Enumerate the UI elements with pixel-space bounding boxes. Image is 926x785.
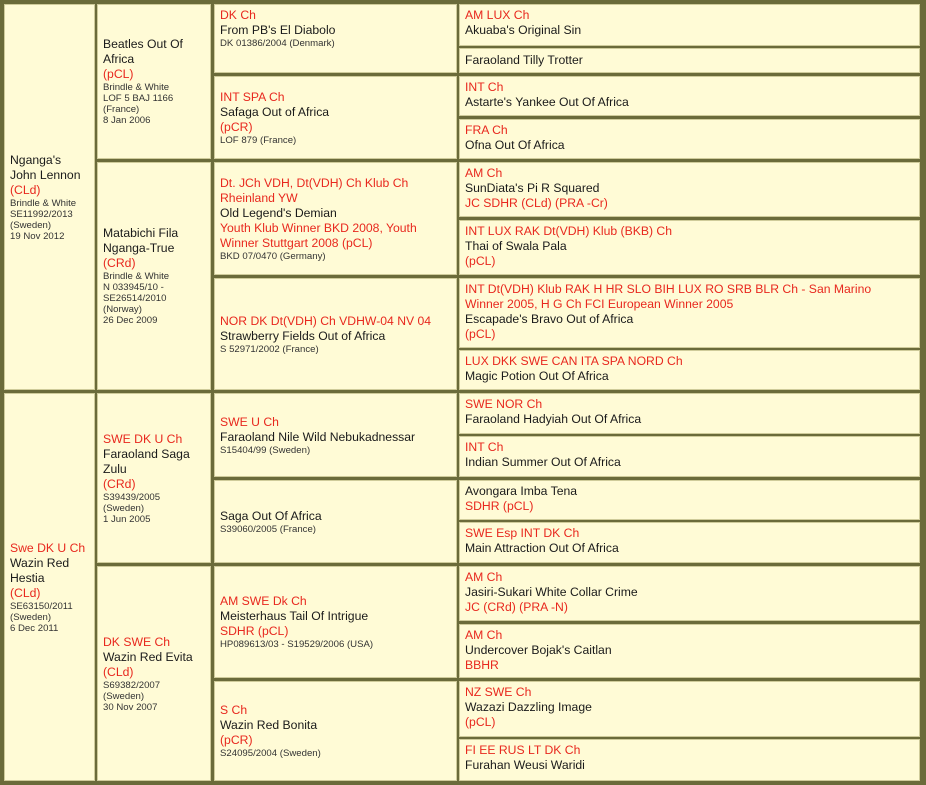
gen2-dob: 26 Dec 2009 [103,315,158,326]
gen4-title: INT Ch [465,80,504,94]
gen4-cell [459,739,920,781]
gen4-name[interactable]: SunDiata's Pi R Squared [465,181,600,195]
gen3-reg: LOF 879 (France) [220,134,297,146]
dam-dob: 6 Dec 2011 [10,622,59,634]
gen3-name[interactable]: Old Legend's Demian [220,205,337,220]
gen2-cell [97,4,211,159]
gen3-cell [214,4,457,73]
gen3-title: S Ch [220,703,248,717]
gen3-cell [214,162,457,275]
gen4-name[interactable]: Akuaba's Original Sin [465,23,582,37]
gen2-dob: 8 Jan 2006 [103,115,151,126]
gen2-name[interactable]: Faraoland Saga Zulu [103,446,190,476]
gen2-country: (Sweden) [103,690,145,702]
gen4-suffix: SDHR (pCL) [465,499,534,513]
gen4-cell [459,119,920,159]
gen4-cell [459,350,920,390]
gen3-cell [214,566,457,678]
gen3-name[interactable]: Safaga Out of Africa [220,104,330,119]
gen3-suffix: Youth Klub Winner BKD 2008, Youth Winner Stuttgart 2008 (pCL) [220,220,417,250]
gen2-reg: S39439/2005 [103,491,161,503]
gen2-country: (Sweden) [103,502,145,514]
gen4-title: AM Ch [465,166,503,180]
gen4-title: INT Ch [465,440,504,454]
sire-cell [4,4,95,390]
gen2-cell [97,162,211,390]
gen4-cell [459,393,920,434]
gen2-title: SWE DK U Ch [103,431,183,446]
gen2-suffix: (CRd) [103,256,136,270]
gen3-name[interactable]: Strawberry Fields Out of Africa [220,328,386,343]
sire-color: Brindle & White [10,197,77,209]
gen3-cell [214,480,457,563]
gen4-suffix: BBHR [465,658,499,672]
gen4-title: SWE Esp INT DK Ch [465,526,580,540]
gen4-cell [459,220,920,275]
gen2-suffix: (pCL) [103,67,134,81]
gen4-name[interactable]: Thai of Swala Pala [465,239,567,253]
gen3-name[interactable]: Faraoland Nile Wild Nebukadnessar [220,429,416,444]
gen4-title: LUX DKK SWE CAN ITA SPA NORD Ch [465,354,683,368]
gen3-suffix: (pCR) [220,733,253,747]
gen4-name[interactable]: Wazazi Dazzling Image [465,700,592,714]
gen4-name[interactable]: Jasiri-Sukari White Collar Crime [465,585,638,599]
gen3-name[interactable]: From PB's El Diabolo [220,23,336,37]
dam-name[interactable]: Wazin Red Hestia [10,555,70,585]
gen4-name[interactable]: Main Attraction Out Of Africa [465,541,619,555]
gen2-title: DK SWE Ch [103,634,171,649]
gen3-cell [214,681,457,781]
gen3-title: SWE U Ch [220,414,279,429]
gen4-cell [459,48,920,73]
gen3-name[interactable]: Saga Out Of Africa [220,508,322,523]
gen2-dob: 1 Jun 2005 [103,513,151,525]
gen3-title: NOR DK Dt(VDH) Ch VDHW-04 NV 04 [220,313,432,328]
sire-reg: SE11992/2013 [10,208,73,220]
gen3-reg: S15404/99 (Sweden) [220,444,311,456]
gen3-cell [214,278,457,390]
gen4-suffix: JC (CRd) (PRA -N) [465,600,568,614]
gen3-name[interactable]: Meisterhaus Tail Of Intrigue [220,609,369,623]
gen4-title: FI EE RUS LT DK Ch [465,743,581,757]
gen4-name[interactable]: Escapade's Bravo Out of Africa [465,312,634,326]
gen2-country: (France) [103,104,140,115]
gen3-title: DK Ch [220,8,256,22]
gen4-cell [459,436,920,477]
gen4-cell [459,566,920,621]
sire-dob: 19 Nov 2012 [10,230,65,242]
gen2-cell [97,566,211,781]
gen4-cell [459,76,920,116]
dam-cell [4,393,95,781]
dam-title: Swe DK U Ch [10,540,86,555]
gen3-cell [214,393,457,477]
gen4-title: INT LUX RAK Dt(VDH) Klub (BKB) Ch [465,224,673,238]
dam-suffix: (CLd) [10,585,41,600]
gen4-title: SWE NOR Ch [465,397,543,411]
gen4-name[interactable]: Avongara Imba Tena [465,484,578,498]
gen2-reg: S69382/2007 [103,679,161,691]
gen4-suffix: (pCL) [465,715,496,729]
gen4-title: AM Ch [465,570,503,584]
gen2-color: Brindle & White [103,271,170,282]
gen4-cell [459,480,920,520]
gen3-reg: DK 01386/2004 (Denmark) [220,38,335,49]
gen4-cell [459,278,920,348]
gen4-title: AM Ch [465,628,503,642]
sire-name[interactable]: Nganga's John Lennon [10,152,81,182]
gen4-title: NZ SWE Ch [465,685,532,699]
gen2-dob: 30 Nov 2007 [103,701,158,713]
gen2-name[interactable]: Matabichi Fila Nganga-True [103,226,179,255]
gen4-title: INT Dt(VDH) Klub RAK H HR SLO BIH LUX RO SRB BLR Ch - San Marino Winner 2005, H G Ch FCI European Winner 2005 [465,282,872,311]
gen4-name[interactable]: Astarte's Yankee Out Of Africa [465,95,629,109]
gen3-title: AM SWE Dk Ch [220,594,307,608]
gen2-suffix: (CLd) [103,664,134,679]
gen4-suffix: (pCL) [465,254,496,268]
gen3-reg: S 52971/2002 (France) [220,343,319,355]
sire-country: (Sweden) [10,219,52,231]
gen2-reg: N 033945/10 - SE26514/2010 [103,282,167,304]
gen2-color: Brindle & White [103,82,170,93]
gen2-country: (Norway) [103,304,142,315]
gen4-cell [459,4,920,46]
gen3-suffix: (pCR) [220,119,253,134]
gen4-cell [459,681,920,737]
gen2-cell [97,393,211,563]
gen4-name[interactable]: Faraoland Hadyiah Out Of Africa [465,412,642,426]
gen3-reg: BKD 07/0470 (Germany) [220,250,326,262]
gen4-cell [459,624,920,678]
gen4-suffix: JC SDHR (CLd) (PRA -Cr) [465,196,608,210]
gen4-suffix: (pCL) [465,327,496,341]
gen2-name[interactable]: Beatles Out Of Africa [103,37,183,66]
gen4-name[interactable]: Faraoland Tilly Trotter [465,53,583,67]
gen3-reg: HP089613/03 - S19529/2006 (USA) [220,639,374,650]
gen3-title: INT SPA Ch [220,89,285,104]
gen3-reg: S39060/2005 (France) [220,523,316,535]
gen4-name[interactable]: Undercover Bojak's Caitlan [465,643,612,657]
dam-reg: SE63150/2011 [10,600,73,612]
gen3-cell [214,76,457,159]
gen4-title: AM LUX Ch [465,8,530,22]
gen4-name[interactable]: Indian Summer Out Of Africa [465,455,621,469]
gen3-reg: S24095/2004 (Sweden) [220,748,321,759]
dam-country: (Sweden) [10,611,52,623]
gen2-suffix: (CRd) [103,476,136,491]
gen3-title: Dt. JCh VDH, Dt(VDH) Ch Klub Ch Rheinland YW [220,175,409,205]
sire-suffix: (CLd) [10,182,41,197]
gen4-cell [459,522,920,563]
gen3-name[interactable]: Wazin Red Bonita [220,718,318,732]
gen3-suffix: SDHR (pCL) [220,624,289,638]
gen4-title: FRA Ch [465,123,508,137]
gen4-name[interactable]: Magic Potion Out Of Africa [465,369,609,383]
gen2-reg: LOF 5 BAJ 1166 [103,93,174,104]
gen4-cell [459,162,920,217]
gen2-name[interactable]: Wazin Red Evita [103,649,193,664]
gen4-name[interactable]: Furahan Weusi Waridi [465,758,585,772]
gen4-name[interactable]: Ofna Out Of Africa [465,138,565,152]
